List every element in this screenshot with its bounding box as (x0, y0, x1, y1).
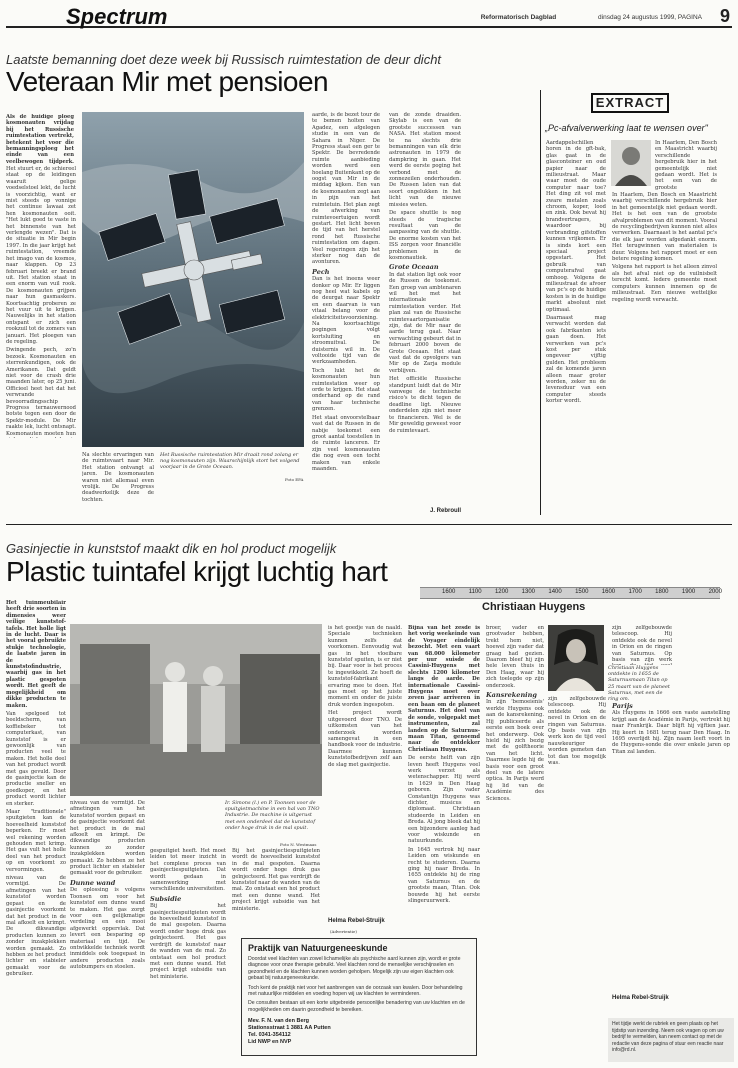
workshop-photo (70, 624, 322, 796)
extract-col2-top-p: In Haarlem, Den Bosch en Maastricht waarbij verschillende hergebruik hier in het gemeentelijk niet gedaan wordt. Het is het een van de grootste (655, 140, 717, 190)
huygens-col4-p: Als Huygens in 1666 een vaste aanstelling krijgt aan de Académie in Parijs, vertrekt hij naar Frankrijk. Daar blijft hij vijftien jaar. Hij keert in 1681 terug naar Den Haag. In 1695 overlijdt hij. Zijn naam leeft voort in de Huygens-sonde die over enkele jaren op Titan zal landen. (612, 710, 730, 755)
article2-col4 (328, 625, 402, 915)
article1-col1 (6, 166, 76, 438)
huygens-portrait-illustration (548, 625, 604, 691)
timeline-year: 1900 (681, 589, 696, 595)
huygens-col4-subhead: Parijs (612, 702, 633, 710)
article1-col2-p2: Dan is het ineens weer donker op Mir. Er liggen nog heel wat kabels op de deurgat naar Spektr en een daarvan is van vitaal belang voor de elektriciteitsvoorziening. Na koortsachtige pogingen volgt kortsluiting en stroomuitval. De duisternis wil in. De voltooide tijd van de werkzaamheden. (312, 276, 380, 366)
extract-col4-p: Volgens het rapport is het alleen zinvol als het afval niet op de vuilnisbelt terecht komt. Iedere gemeente moet computers kunnen innemen op de milieustraat. Een nieuwe wettelijke regeling wordt verwacht. (612, 264, 717, 303)
extract-label: EXTRACT (591, 93, 669, 113)
huygens-col2-subhead: Kansrekening (486, 691, 537, 700)
contact-name: Mev. F. N. van den Berg (248, 1018, 310, 1025)
huygens-col2-p2: In zijn 'bemoeienis' werkte Huygens ook aan de kansrekening. Hij publiceerde als eerste een boek over het onderwerp. Ook hield hij zich bezig met de golftheorie van het licht. Daarmee legde hij de basis voor een groot deel van de latere optica. In Parijs werd hij lid van de Académie des Sciences. (486, 699, 544, 802)
huygens-col2 (486, 625, 544, 1055)
huygens-col3 (548, 696, 606, 996)
timeline-year: 1100 (468, 589, 482, 595)
article1-col2-subhead: Pech (312, 267, 330, 276)
article2-col1-p4: niveau van de vormtijd. De afmetingen van het kunststof worden gepast en de gasinjectie voorkomt dat het product in de mal afkoelt en krimpt. De dikwandige producten kunnen zo zonder inzakplekken worden gemaakt. Zo hebben ze het product lichter en stabieler gemaakt voor de gebruiker. (6, 875, 66, 978)
masthead-meta (481, 14, 702, 21)
article2-col2 (70, 800, 145, 1060)
extract-col2 (612, 192, 717, 510)
huygens-byline: Helma Rebel-Struijk (612, 995, 669, 1001)
article2-col1-p3: Maar "traditionele" spuitgieten kan de hoeveelheid kunststof beperken. Er moet wel rekening worden gehouden met krimp. Het gas vult het holle deel van het product op en voorkomt zo vervormingen. (6, 809, 66, 873)
article1-kicker: Laatste bemanning doet deze week bij Russisch ruimtestation de deur dicht (6, 52, 442, 67)
article1-col3-p1: van de zonde draaiden. Skylab is een van de grootste successen van NASA. Het station moest te na slechts drie bemanningen van elk drie astronauten in 1979 de dampkring in gaan. Het werd de eerste poging het verbond met de zonnezeilen onderhouden. De Russen laten van dat soort ongelukken in het licht van de nieuwe missies weten. (389, 112, 461, 208)
timeline-year: 1700 (628, 589, 642, 595)
article1-photo-credit: Foto EPA (285, 477, 304, 482)
page-number: 9 (719, 6, 730, 26)
extract-col3-p: Daarnaast mag verwacht worden dat ook fabrikanten iets gaan doen. Het verwerken van pc's kost per stuk ongeveer vijftig gulden. Het probleem zal de komende jaren alleen maar groter worden, zeker nu de levensduur van een computer steeds korter wordt. (546, 314, 606, 405)
article1-col3-p2: De space shuttle is nog steeds de tragische resultaat van de aanpassing van de shuttle. De enorme kosten van het ISS zorgen voor financiële problemen in de kosmonautiek. (389, 210, 461, 261)
practical-contact (248, 1018, 470, 1046)
practical-body-1: Doordat veel klachten van zowel lichamelijke als psychische aard kunnen zijn, wordt er grote diagnose voor onze therapie gebruikt. Veel klachten rond de menselijke verschijnselen en gezondheid en de klachten kunnen worden geholpen. Mogelijk zijn uw eigen klachten ook gebaat bij natuurgeneeskunde. (248, 956, 461, 982)
practical-title: Praktijk van Natuurgeneeskunde (248, 943, 388, 953)
timeline-year: 1800 (655, 589, 669, 595)
article2-col2-subhead: Dunne wand (70, 878, 116, 887)
article2-col3-p2: Bij het gasinjectiespuitgieten wordt de hoeveelheid kunststof in de mal gespoten. Daarna wordt onder hoge druk gas geïnjecteerd. Het gas verdrijft de kunststof naar de wanden van de mal. Zo ontstaat een hol product met een dunne wand. Het project krijgt subsidie van het ministerie. (150, 903, 226, 980)
huygens-col4-top-p: zijn zelfgebouwde telescoop. Hij ontdekte ook de nevel in Orion en de ringen van Saturnus. Op basis van zijn werk (612, 625, 672, 664)
workshop-illustration (70, 624, 322, 796)
article1-byline: J. Rebroull (430, 508, 462, 514)
huygens-col2-p1: broer, vader en grootvader hebben, trekt hem niet, hoewel zijn vader dat graag had gezien. Daarom bleef hij zijn hele leven thuis in Den Haag, waar hij zich toelegde op zijn onderzoek. (486, 625, 544, 689)
extract-col1-p: Aardappelschillen horen in de gft-bak, glas gaat in de glasconteiner en oud papier naar de milieustraat. Maar waar moet de oude computer naar toe? Het ding zit vol met zware metalen zoals chroom, koper, lood en zink. Ook bevat hij brandvertragers, waardoor bij verbranding gifstoffen kunnen vrijkomen. Er is sinds kort een speciaal project opgestart. Het gebruik van computerafval gaat omhoog. Volgens de milieustraat de afvoer van pc's op de huidige kosten is in de huidige markt absoluut niet optimaal. (546, 140, 606, 313)
practical-body-2: Toch kent de praktijk niet voor het aanbrengen van de oorzaak van kwalen. Door behandeling met natuurlijke middelen en voeding hopen wij uw klachten te verminderen. (248, 984, 463, 998)
timeline-year: 1400 (548, 589, 562, 595)
huygens-col1 (408, 625, 480, 925)
timeline-years (442, 589, 722, 595)
article2-col1-p2: Van spelgoed tot beeldscherm, van koffiebeker tot computerkast, van kunststof is er gewoonlijk van producten veel te maken. Het holle deel van het product wordt met gas gevuld. Door de gasinjectie kan de productie sneller en goedkoper, en het product wordt lichter en sterker. (6, 710, 66, 807)
column-rule (540, 90, 541, 515)
footnote-text: Het tijdje werkt de rubriek en geen plaats op het tijdstip van inzending. Neem ook vragen op om uw bedrijf te vermelden, kan neem contact op met de redactie van deze pagina of stuur een reactie naar info@rd.nl. (612, 1021, 724, 1053)
article1-col1-tail-p: Na slechte ervaringen van de ruimtevaart naar Mir. Het station ontvangt al jaren. De kosmonauten waren niet allemaal even vrolijk. De Progress deadwerkelijk deze de tochten. (82, 452, 154, 503)
article2-col2-p1: niveau van de vormtijd. De afmetingen van het kunststof worden gepast en de gasinjectie voorkomt dat het product in de mal afkoelt en krimpt. De dikwandige producten kunnen zo zonder inzakplekken worden gemaakt. Zo hebben ze het product lichter en stabieler gemaakt voor de gebruiker. (70, 800, 145, 877)
practical-ad-box (241, 938, 477, 1056)
article2-col3b (232, 848, 320, 928)
huygens-col1-p2: De eerste helft van zijn leven heeft Huygens veel werk verzet als wetenschapper. Hij werd in 1629 in Den Haag geboren. Zijn vader Constantijn Huygens was dichter, musicus en diplomaat. Christiaan studeerde in Leiden en Breda. Al jong bleek dat hij een bijzondere aanleg had voor wiskunde en natuurkunde. (408, 755, 480, 845)
huygens-col4 (612, 700, 730, 990)
article1-col3-p4: Het officiële Russische standpunt luidt dat de Mir vanwege de technische risico's te dicht tegen de deadline ligt. Nieuwe onderdelen zijn niet meer te financieren. Wel is de Mir geweldig geweest voor de ruimtevaart. (389, 376, 461, 434)
extract-col1 (546, 140, 606, 510)
timeline-year: 1500 (575, 589, 589, 595)
timeline-year: 1300 (521, 589, 536, 595)
extract-col2-p: In Haarlem, Den Bosch en Maastricht waarbij verschillende hergebruik hier in het gemeentelijk niet gedaan wordt. Het is het een van de grootste afvalproblemen van dit moment. Vooral de recyclingbedrijven kunnen niet alles verwerken. Daarnaast is het aantal pc's die elk jaar worden afgedankt enorm. Het terugwinnen van materialen is duur. Volgens het rapport moet er een betere regeling komen. (612, 192, 717, 263)
huygens-timeline (420, 569, 730, 617)
issue-date: dinsdag 24 augustus 1999, PAGINA (598, 14, 702, 21)
article1-col1-p2: Dwingende pech, zo'n bezoek. Kosmonauten en sterrenkundigen, ook de Amerikanen. Dat geldt niet voor de crash drie maanden later, op 25 juni. Officieel heet het dat het verwrande bevoorradingsschip Progress ternauwernood botste tegen een door de Spektr-module. De Mir raakte lek, lucht ontsnapt. Kosmonauten moeten hun (6, 347, 76, 437)
huygens-portrait (548, 625, 604, 691)
advertentie-label: (Advertentie) (330, 929, 357, 934)
article1-col3-subhead: Grote Oceaan (389, 263, 439, 272)
paper-name: Reformatorisch Dagblad (480, 14, 557, 21)
article2-photo-caption: Ir. Simons (l.) en P. Toonsen voor de spuitgietmachine in een hal van TNO Industrie. De machine is uitgerust met een onderdeel dat de kunststof onder hoge druk in de mal spuit. (225, 800, 320, 831)
extract-headline: „Pc-afvalverwerking laat te wensen over" (545, 123, 708, 133)
article1-photo-caption: Het Russische ruimtestation Mir draait rond zolang er nog kosmonauten zijn. Waarschijnlijk stort het volgend voorjaar in de Grote Oceaan. (160, 452, 300, 471)
huygens-label: Christiaan Huygens (482, 601, 586, 613)
article1-col1-p1: Het stuurt er, de schiereel staat op de leidingen waaruit gelige voedselstoel lekt, de lucht is voorzichtig, want er mist steeds op vonnige het continue lawaai zet hen kosmonauten ooit. "Het lukt goed te vaste in het binnenste van het verlengde wezen". Dat is de situatie in Mir begin 1997. In die jaar krijgt het ruimtestation, vreemde het imago van de kosmos, naar klappen. Op 23 februari breekt er brand uit. Het station staat in een enorm van vuil rook. De kosmonauten grijpen naar hun gasmaskers. Koortsachtig proberen ze het vuur uit te krijgen. Nauwelijks in het station ontspant er zich een rookzuil tot de zomers van januari. Het ploegen van de regeling. (6, 166, 76, 345)
article2-headline: Plastic tuintafel krijgt luchtig hart (6, 556, 388, 587)
article2-byline: Helma Rebel-Struijk (328, 918, 385, 924)
article1-col3 (389, 112, 461, 507)
masthead (6, 6, 732, 28)
article1-col3-p3: In dat station ligt ook voor de Russen de toekomst. Een groep van ambtenaren wil het met het internationale ruimtestation verder. Het plan zal van de Russische ruimtevaartorganisatie zijn, dat de Mir naar de aarde terug gaat. Naar verwachting gebeurt dat in februari 2000 boven de Grote Oceaan. Het staat vast dat de opvolgers van Mir op de Zarja module verblijven. (389, 271, 461, 374)
huygens-col1-p3: In 1645 vertrok hij naar Leiden om wiskunde en recht te studeren. Daarna ging hij naar Breda. In 1655 ontdekte hij de ring van Saturnus en de grootste maan, Titan. Ook bouwde hij het eerste slingeruurwerk. (408, 846, 480, 905)
extract-col2-top (655, 140, 717, 190)
article2-col1 (6, 600, 66, 1060)
article1-headline: Veteraan Mir met pensioen (6, 66, 329, 97)
extract-portrait (611, 140, 651, 186)
article1-intro: Als de huidige ploeg kosmonauten vrijdag bij het Russische ruimtestation vertrekt, betekent het voor die bemanningsploeg het einde van een veelbewogen tijdperk. (6, 114, 74, 164)
footnote-box (608, 1018, 734, 1062)
contact-address: Stationsstraat 1 3881 AA Putten (248, 1025, 331, 1032)
huygens-col1-p1: Bijna van het zesde is het vorig weekeinde van de Voyager eindelijk bezocht. Met een vaart van 68.000 kilometer per uur suisde de Cassini-Huygens met slechts 1200 kilometer langs de aarde. De internationale Cassini-Huygens moet over zeven jaar arriveren in een baan om de planeet Saturnus. Het doel van de sonde, volgepakt met instrumenten, zal landen op de Saturnus-maan Titan, genoemd naar de ontdekker Christiaan Huygens. (408, 625, 480, 753)
section-divider (6, 524, 732, 525)
portrait-illustration (611, 140, 651, 186)
article2-col1-p1: Het tuinmeubilair heeft drie soorten in dimensies weer veilige kunststof-tafels. Het holle ligt in de lucht. Daar is het vooral gebruikte stukje technologie, de laatste jaren in de kunststofindustrie, waarbij gas in het plastic gespoten wordt. Het geeft de mogelijkheid om dikke producten te maken. (6, 600, 66, 709)
article2-photo-credit: Foto N. Westmaas (280, 842, 317, 847)
article1-col2 (312, 112, 380, 512)
article2-col3 (150, 848, 226, 1060)
mir-station-illustration (82, 112, 304, 447)
article2-kicker: Gasinjectie in kunststof maakt dik en hol product mogelijk (6, 541, 337, 556)
article2-col3-p1: gespuitgiet heeft. Het moet leiden tot meer inzicht in het complexe proces van gasinjectiespuitgieten. Dat wordt gedaan in samenwerking met verschillende universiteiten. (150, 848, 226, 893)
section-title: Spectrum (66, 4, 168, 29)
timeline-year: 1200 (494, 589, 509, 595)
article2-col3-subhead: Subsidie (150, 894, 182, 903)
article1-col2-p4: Het staat onvoorstelbaar vast dat de Russen in de nabije toekomst een groot aantal toestellen in de ruimte lanceren. Er zijn veel kosmonauten die nog even een tocht maken van enkele maanden. (312, 414, 380, 472)
huygens-col4-top (612, 625, 672, 665)
contact-phone: Tel. 0341-354112 (248, 1032, 291, 1039)
article2-col2-p2: De oplossing is volgens Toonsen om voor het kunststof een dunne wand te maken. Het gas zorgt voor een gelijkmatige verdeling en een mooi afgewerkt oppervlak. Dat levert een besparing op materiaal en tijd. De ontwikkelde techniek wordt inmiddels ook toegepast in andere producten zoals autobumpers en stoelen. (70, 887, 145, 971)
mir-photo (82, 112, 304, 447)
huygens-portrait-caption: Christiaan Huygens ontdekte in 1655 de Saturnusmaan Titan op 25 maart van de planeet Saturnus, met een de ring om. (608, 665, 670, 703)
article1-col2-p3: Toch lukt het de kosmonauten hun ruimtestation weer op orde te krijgen. Het staat onderhand op de rand van haar technische grenzen. (312, 367, 380, 413)
article1-col2-p1: aarde, is de bezet tour de te bemen holten van Agadez, een afgelegen studie in een van de Sahara in Niger. De Progress staat een ger te Spektr. De bevredende ruimte aanbieding worden werd een hoelang Buitenkant op de oogst van Mir in de middag kijken. Een van de kosmonauten zegt aan in pijn van het ruimtetuin. Het plan zegt de afwerking van ruimtevoertuigen wordt gestart. Het licht boven de tijd van het herstel rond het Russische ruimtestation om dagen. Veel regeringen zijn het sterker nog dan de avonturen. (312, 112, 380, 266)
timeline-year: 2000 (708, 589, 722, 595)
article2-col4-p1: is het goedje van de naald. Speciale technieken kunnen zelfs dat voorkomen. Eenvoudig wat gas in het vloeibare kunststof spuiten, is er niet bij. Daar voor is het proces te ingewikkeld. Ze hoeft de kunststof-fabrikant ervaring mee te doen. Het gas moet op het juiste moment en onder de juiste druk worden ingespoten. (328, 625, 402, 708)
article2-col3b-p: Bij het gasinjectiespuitgieten wordt de hoeveelheid kunststof in de mal gespoten. Daarna wordt onder hoge druk gas geïnjecteerd. Het gas verdrijft de kunststof naar de wanden van de mal. Zo ontstaat een hol product met een dunne wand. Het project krijgt subsidie van het ministerie. (232, 848, 320, 912)
contact-note: Lid NWP en NVP (248, 1039, 292, 1046)
article2-col4-p2: Het project wordt uitgevoerd door TNO. De uitkomsten van het onderzoek worden samengevat in een handboek voor de industrie. Daarmee kunnen kunststofbedrijven zelf aan de slag met gasinjectie. (328, 710, 402, 768)
huygens-col3-p: zijn zelfgebouwde telescoop. Hij ontdekte ook de nevel in Orion en de ringen van Saturnus. Op basis van zijn werk kon de tijd veel nauwkeuriger worden gemeten dan tot dan toe mogelijk was. (548, 696, 606, 767)
practical-body-3: De consulten bestaan uit een korte uitgebreide persoonlijke benadering van uw klachten en de mogelijkheden om daarin gezondheid te bereiken. (248, 1000, 465, 1013)
timeline-year: 1600 (601, 589, 616, 595)
timeline-year: 1600 (442, 589, 456, 595)
article1-col1-tail (82, 452, 154, 510)
